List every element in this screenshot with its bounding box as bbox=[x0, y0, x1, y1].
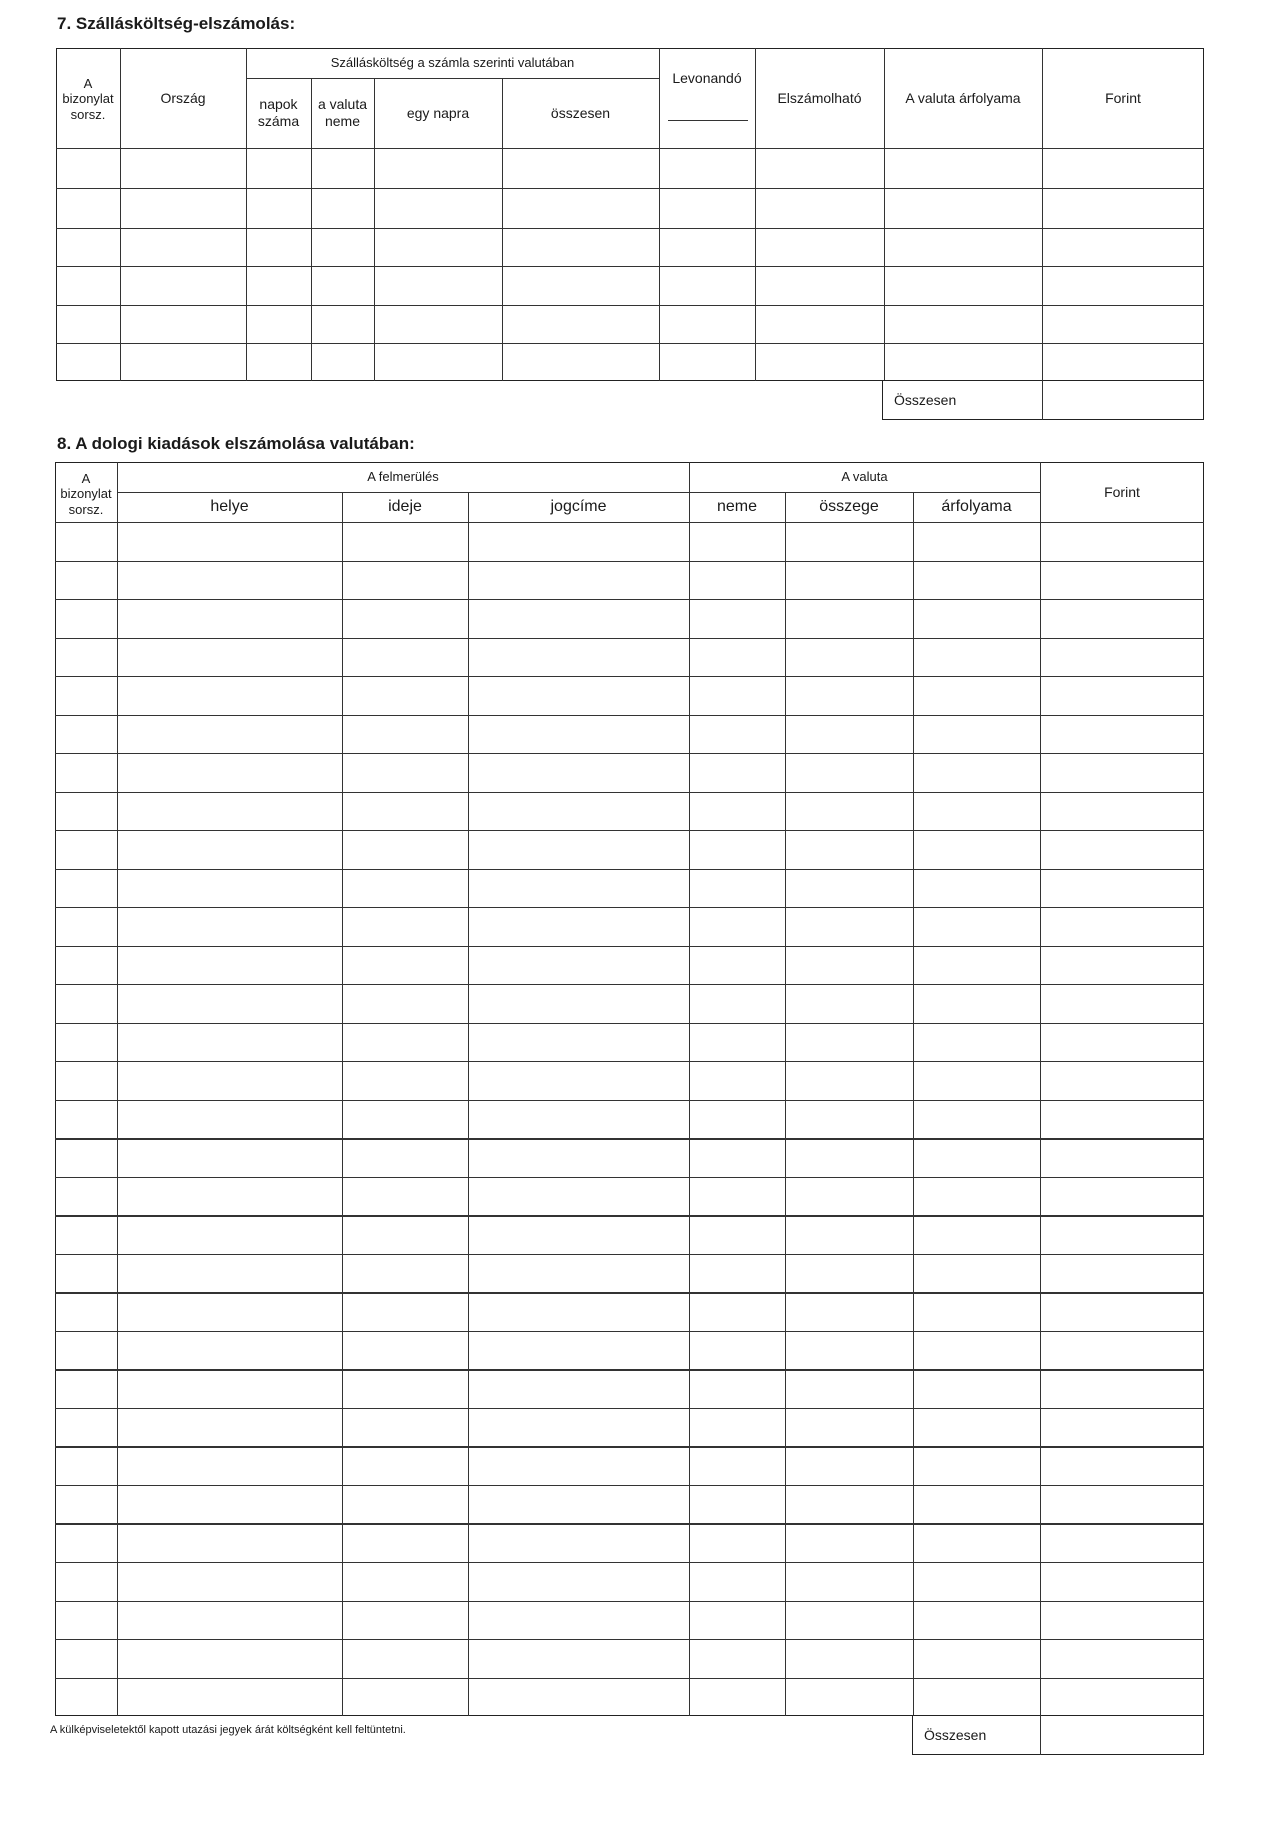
header-egy-napra: egy napra bbox=[406, 104, 470, 121]
header-valuta-neme: a valuta neme bbox=[317, 96, 368, 129]
row-divider bbox=[55, 1215, 1204, 1216]
section-7-title: 7. Szállásköltség-elszámolás: bbox=[57, 14, 296, 33]
row-divider bbox=[55, 1485, 1204, 1486]
row-divider bbox=[55, 1177, 1204, 1178]
header-8-bizonylat: A bizonylat sorsz. bbox=[60, 470, 112, 517]
header-osszege: összege bbox=[819, 498, 879, 516]
header-ideje: ideje bbox=[388, 498, 422, 516]
row-divider bbox=[55, 753, 1204, 754]
row-divider bbox=[55, 946, 1204, 947]
row-divider bbox=[55, 1061, 1204, 1062]
header-arfolyama: árfolyama bbox=[941, 498, 1012, 516]
row-divider bbox=[55, 1678, 1204, 1679]
header-napok-szama: napok száma bbox=[257, 96, 300, 129]
header-valuta-arfolyama: A valuta árfolyama bbox=[905, 89, 1021, 106]
header-felmerules: A felmerülés bbox=[367, 469, 439, 485]
row-divider bbox=[55, 1639, 1204, 1640]
row-divider bbox=[55, 1023, 1204, 1024]
header-orszag: Ország bbox=[160, 89, 206, 106]
material-expenses-table bbox=[55, 462, 1204, 1716]
row-divider bbox=[55, 1523, 1204, 1524]
footnote: A külképviseletektől kapott utazási jegyek árát költségként kell feltüntetni. bbox=[50, 1724, 406, 1736]
row-divider bbox=[55, 599, 1204, 600]
row-divider bbox=[55, 830, 1204, 831]
row-divider bbox=[55, 1446, 1204, 1447]
row-divider bbox=[55, 984, 1204, 985]
row-divider bbox=[55, 561, 1204, 562]
section-8-title: 8. A dologi kiadások elszámolása valutában: bbox=[57, 434, 415, 453]
row-divider bbox=[55, 1254, 1204, 1255]
row-divider bbox=[55, 715, 1204, 716]
header-osszesen: összesen bbox=[550, 104, 611, 121]
row-divider bbox=[55, 638, 1204, 639]
section-8-total-label: Összesen bbox=[924, 1726, 987, 1743]
row-divider bbox=[55, 869, 1204, 870]
row-divider bbox=[55, 1138, 1204, 1139]
row-divider bbox=[55, 1562, 1204, 1563]
header-jogcime: jogcíme bbox=[550, 498, 607, 516]
row-divider bbox=[55, 1408, 1204, 1409]
header-bizonylat: A bizonylat sorsz. bbox=[62, 75, 114, 122]
header-a-valuta: A valuta bbox=[841, 469, 888, 485]
header-forint: Forint bbox=[1105, 89, 1141, 106]
header-elszamolhato: Elszámolható bbox=[777, 89, 862, 106]
header-neme: neme bbox=[716, 498, 758, 516]
row-divider bbox=[55, 1331, 1204, 1332]
row-divider bbox=[55, 676, 1204, 677]
header-szallaskoltseg-group: Szállásköltség a számla szerinti valutában bbox=[330, 55, 575, 71]
row-divider bbox=[55, 907, 1204, 908]
header-8-forint: Forint bbox=[1104, 483, 1140, 500]
row-divider bbox=[55, 1292, 1204, 1293]
header-helye: helye bbox=[210, 498, 249, 516]
row-divider bbox=[55, 1601, 1204, 1602]
row-divider bbox=[55, 1100, 1204, 1101]
row-divider bbox=[55, 1369, 1204, 1370]
header-levonando: Levonandó bbox=[672, 69, 742, 86]
row-divider bbox=[55, 792, 1204, 793]
section-7-total-label: Összesen bbox=[894, 391, 957, 408]
